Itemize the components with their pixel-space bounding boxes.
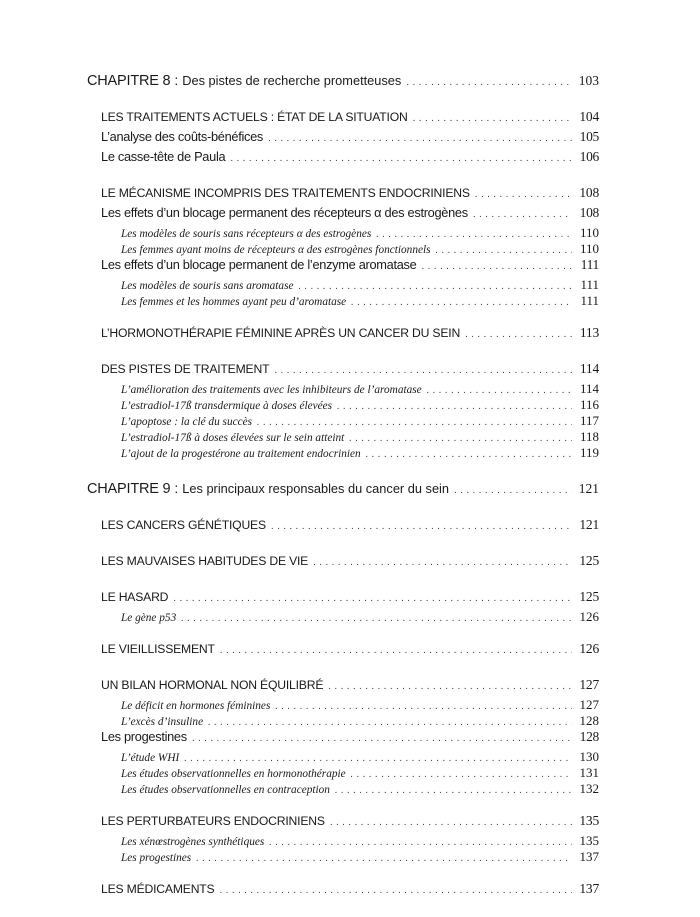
dot-leader (299, 281, 573, 292)
item-entry[interactable] (121, 413, 599, 429)
dot-leader (313, 557, 572, 568)
dot-leader (230, 153, 572, 164)
page-number: 111 (580, 277, 599, 292)
item-entry[interactable] (121, 713, 599, 729)
page-number: 130 (579, 749, 599, 764)
page-number: 108 (579, 205, 599, 220)
section-entry[interactable] (101, 517, 599, 537)
page-number: 132 (579, 781, 599, 796)
item-entry[interactable] (121, 225, 599, 241)
dot-leader (274, 365, 572, 376)
item-title: Les études observationnelles en hormonothérapie (121, 768, 346, 780)
dot-leader (192, 733, 572, 744)
dot-leader (271, 521, 572, 532)
spacer (87, 309, 599, 325)
spacer (87, 797, 599, 813)
chapter-title: Les principaux responsables du cancer du sein (182, 481, 450, 496)
item-title: L’ajout de la progestérone au traitement endocrinien (121, 448, 361, 460)
dot-leader (196, 853, 572, 864)
page-number: 119 (579, 445, 599, 460)
spacer (87, 537, 599, 553)
page-number: 127 (579, 697, 599, 712)
section-entry[interactable] (101, 589, 599, 609)
item-entry[interactable] (121, 849, 599, 865)
item-title: Les modèles de souris sans aromatase (121, 280, 294, 292)
item-title: Les progestines (121, 852, 192, 864)
dot-leader (406, 77, 572, 88)
dot-leader (275, 701, 572, 712)
subsection-entry[interactable] (101, 149, 599, 169)
table-of-contents (87, 73, 599, 901)
section-title: DES PISTES DE TRAITEMENT (101, 362, 270, 376)
subsection-entry[interactable] (101, 205, 599, 225)
dot-leader (330, 817, 572, 828)
section-title: LES MÉDICAMENTS (101, 882, 215, 896)
item-title: Le déficit en hormones féminines (121, 700, 271, 712)
dot-leader (257, 417, 572, 428)
item-title: L’estradiol-17ß transdermique à doses élevées (121, 400, 333, 412)
page-number: 118 (579, 429, 599, 444)
page-number: 127 (579, 677, 599, 692)
page-number: 104 (579, 109, 599, 124)
dot-leader (454, 485, 572, 496)
item-entry[interactable] (121, 397, 599, 413)
spacer (87, 345, 599, 361)
item-title: Les femmes et les hommes ayant peu d’aromatase (121, 296, 347, 308)
item-entry[interactable] (121, 749, 599, 765)
section-title: LES MAUVAISES HABITUDES DE VIE (101, 554, 309, 568)
dot-leader (335, 785, 572, 796)
dot-leader (184, 753, 572, 764)
dot-leader (475, 189, 572, 200)
page-number: 105 (579, 129, 599, 144)
subsection-title: Les effets d’un blocage permanent des récepteurs α des estrogènes (101, 205, 468, 220)
item-title: L’amélioration des traitements avec les inhibiteurs de l’aromatase (121, 384, 422, 396)
subsection-entry[interactable] (101, 729, 599, 749)
page-number: 125 (579, 553, 599, 568)
dot-leader (219, 885, 572, 896)
spacer (87, 461, 599, 481)
page-number: 137 (579, 881, 599, 896)
item-title: Les femmes ayant moins de récepteurs α des estrogènes fonctionnels (121, 244, 431, 256)
spacer (87, 93, 599, 109)
item-entry[interactable] (121, 697, 599, 713)
section-title: LE VIEILLISSEMENT (101, 642, 215, 656)
page-number: 117 (579, 413, 599, 428)
dot-leader (427, 385, 572, 396)
section-title: UN BILAN HORMONAL NON ÉQUILIBRÉ (101, 678, 324, 692)
subsection-title: L’analyse des coûts-bénéfices (101, 129, 264, 144)
dot-leader (328, 681, 572, 692)
page-number: 111 (580, 293, 599, 308)
page-number: 128 (579, 729, 599, 744)
page-number: 126 (579, 609, 599, 624)
item-entry[interactable] (121, 833, 599, 849)
subsection-entry[interactable] (101, 129, 599, 149)
section-entry[interactable] (101, 677, 599, 697)
dot-leader (351, 769, 572, 780)
page-number: 137 (579, 849, 599, 864)
dot-leader (421, 261, 572, 272)
item-entry[interactable] (121, 293, 599, 309)
chapter-8-entry[interactable] (87, 73, 599, 93)
spacer (87, 169, 599, 185)
subsection-entry[interactable] (101, 257, 599, 277)
item-title: L’estradiol-17ß à doses élevées sur le sein atteint (121, 432, 345, 444)
page-number: 135 (579, 813, 599, 828)
item-title: L’apoptose : la clé du succès (121, 416, 253, 428)
dot-leader (181, 613, 572, 624)
dot-leader (268, 133, 572, 144)
section-entry[interactable] (101, 881, 599, 901)
dot-leader (337, 401, 572, 412)
page-number: 110 (579, 241, 599, 256)
dot-leader (436, 245, 572, 256)
chapter-heading (87, 73, 401, 89)
dot-leader (349, 433, 572, 444)
page-number: 121 (578, 481, 599, 496)
section-title: LE MÉCANISME INCOMPRIS DES TRAITEMENTS ENDOCRINIENS (101, 186, 470, 200)
chapter-separator: : (170, 73, 183, 89)
subsection-title: Les progestines (101, 729, 187, 744)
dot-leader (366, 449, 572, 460)
section-title: L’HORMONOTHÉRAPIE FÉMININE APRÈS UN CANCER DU SEIN (101, 326, 461, 340)
spacer (87, 573, 599, 589)
dot-leader (208, 717, 572, 728)
section-title: LES PERTURBATEURS ENDOCRINIENS (101, 814, 325, 828)
dot-leader (351, 297, 572, 308)
item-title: L’excès d’insuline (121, 716, 204, 728)
subsection-title: Les effets d’un blocage permanent de l’enzyme aromatase (101, 257, 417, 272)
item-title: Le gène p53 (121, 612, 177, 624)
page-number: 110 (579, 225, 599, 240)
item-title: Les modèles de souris sans récepteurs α des estrogènes (121, 228, 372, 240)
page-number: 113 (579, 325, 599, 340)
item-entry[interactable] (121, 381, 599, 397)
page-number: 111 (580, 257, 599, 272)
dot-leader (220, 645, 572, 656)
item-entry[interactable] (121, 429, 599, 445)
chapter-separator: : (170, 481, 183, 497)
spacer (87, 661, 599, 677)
section-entry[interactable] (101, 813, 599, 833)
item-entry[interactable] (121, 241, 599, 257)
chapter-heading (87, 481, 449, 497)
item-entry[interactable] (121, 781, 599, 797)
page-number: 135 (579, 833, 599, 848)
section-entry[interactable] (101, 641, 599, 661)
dot-leader (473, 209, 572, 220)
section-title: LES CANCERS GÉNÉTIQUES (101, 518, 266, 532)
item-entry[interactable] (121, 277, 599, 293)
spacer (87, 625, 599, 641)
dot-leader (376, 229, 572, 240)
section-entry[interactable] (101, 325, 599, 345)
page-number: 128 (579, 713, 599, 728)
section-entry[interactable] (101, 185, 599, 205)
chapter-title: Des pistes de recherche prometteuses (182, 73, 402, 88)
section-title: LE HASARD (101, 590, 169, 604)
section-entry[interactable] (101, 553, 599, 573)
page-number: 126 (579, 641, 599, 656)
page-number: 125 (579, 589, 599, 604)
chapter-9-entry[interactable] (87, 481, 599, 501)
page-number: 114 (579, 361, 599, 376)
page-number: 116 (579, 397, 599, 412)
subsection-title: Le casse-tête de Paula (101, 149, 226, 164)
item-entry[interactable] (121, 609, 599, 625)
spacer (87, 501, 599, 517)
page-number: 114 (579, 381, 599, 396)
chapter-label: CHAPITRE 8 (87, 73, 171, 89)
dot-leader (465, 329, 572, 340)
page-number: 103 (578, 73, 599, 88)
page-number: 121 (579, 517, 599, 532)
page-number: 131 (579, 765, 599, 780)
item-title: Les xénœstrogènes synthétiques (121, 836, 265, 848)
chapter-label: CHAPITRE 9 (87, 481, 171, 497)
page-number: 108 (579, 185, 599, 200)
dot-leader (269, 837, 572, 848)
section-entry[interactable] (101, 109, 599, 129)
dot-leader (413, 113, 572, 124)
spacer (87, 865, 599, 881)
item-entry[interactable] (121, 445, 599, 461)
dot-leader (173, 593, 572, 604)
item-title: L’étude WHI (121, 752, 180, 764)
section-entry[interactable] (101, 361, 599, 381)
page-number: 106 (579, 149, 599, 164)
item-title: Les études observationnelles en contraception (121, 784, 330, 796)
section-title: LES TRAITEMENTS ACTUELS : ÉTAT DE LA SITUATION (101, 110, 408, 124)
item-entry[interactable] (121, 765, 599, 781)
